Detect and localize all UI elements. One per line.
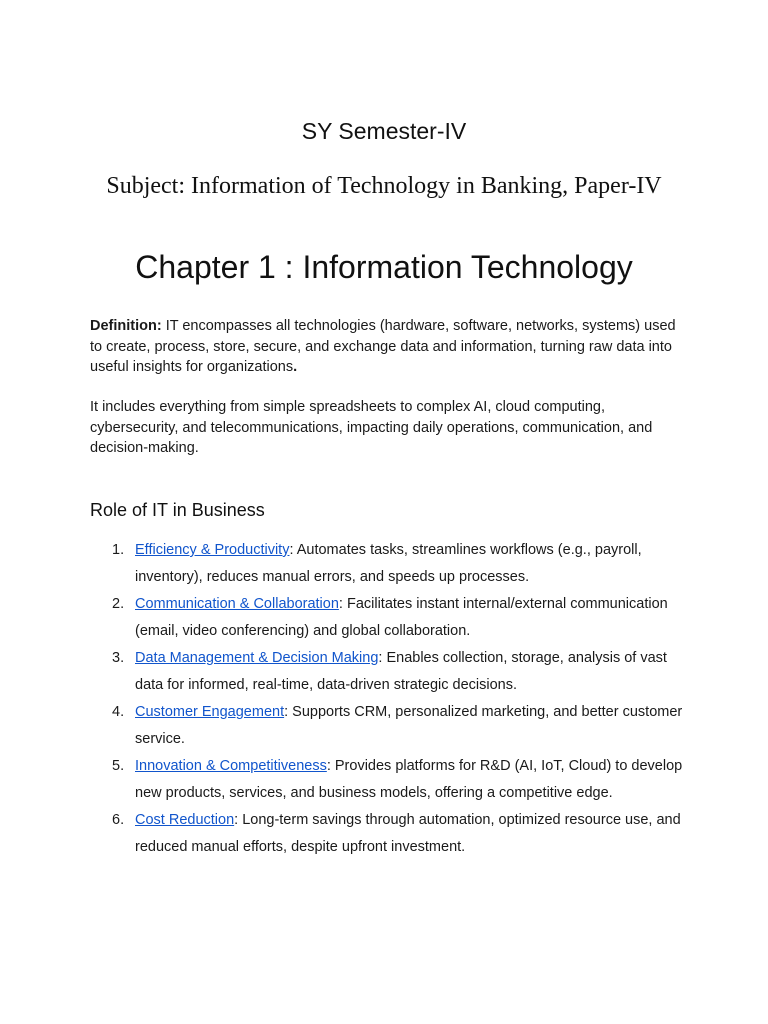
list-item-description: : Supports CRM, personalized marketing, and better customer service. <box>135 704 683 747</box>
role-link-innovation[interactable]: Innovation & Competitiveness <box>135 758 327 774</box>
definition-text: IT encompasses all technologies (hardware, software, networks, systems) used to create, process, store, secure, and exchange data and information, turning raw data into useful insights for organizations <box>90 318 676 375</box>
list-item <box>90 699 690 753</box>
list-item <box>90 807 690 861</box>
semester-title: SY Semester-IV <box>301 118 467 144</box>
list-item-number: 3. <box>112 650 125 666</box>
role-link-customer-engagement[interactable]: Customer Engagement <box>135 704 285 720</box>
list-item-number: 4. <box>112 704 125 720</box>
role-link-communication[interactable]: Communication & Collaboration <box>135 596 339 612</box>
list-item-description: : Enables collection, storage, analysis of vast data for informed, real-time, data-driven strategic decisions. <box>135 650 667 693</box>
list-item-number: 6. <box>112 812 125 828</box>
list-item <box>90 645 690 699</box>
list-item-description: : Automates tasks, streamlines workflows (e.g., payroll, inventory), reduces manual errors, and speeds up processes. <box>135 542 642 585</box>
role-link-data-management[interactable]: Data Management & Decision Making <box>135 650 379 666</box>
role-list <box>90 537 690 861</box>
list-item-number: 1. <box>112 542 125 558</box>
definition-end-mark: . <box>293 359 298 375</box>
list-item-description: : Facilitates instant internal/external communication (email, video conferencing) and global collaboration. <box>135 596 668 639</box>
definition-label: Definition: <box>90 318 162 334</box>
subject-title: Subject: Information of Technology in Banking, Paper-IV <box>106 173 662 199</box>
role-link-efficiency[interactable]: Efficiency & Productivity <box>135 542 290 558</box>
list-item <box>90 591 690 645</box>
list-item-description: : Long-term savings through automation, optimized resource use, and reduced manual efforts, despite upfront investment. <box>135 812 681 855</box>
list-item <box>90 537 690 591</box>
scope-paragraph: It includes everything from simple spreadsheets to complex AI, cloud computing, cybersecurity, and telecommunications, impacting daily operations, communication, and decision-making. <box>90 399 653 456</box>
definition-paragraph <box>90 316 690 378</box>
list-item-description: : Provides platforms for R&D (AI, IoT, Cloud) to develop new products, services, and business models, offering a competitive edge. <box>135 758 683 801</box>
list-item <box>90 753 690 807</box>
list-item-number: 5. <box>112 758 125 774</box>
list-item-number: 2. <box>112 596 125 612</box>
chapter-title: Chapter 1 : Information Technology <box>135 249 633 285</box>
role-link-cost-reduction[interactable]: Cost Reduction <box>135 812 235 828</box>
role-section-heading: Role of IT in Business <box>90 500 265 520</box>
